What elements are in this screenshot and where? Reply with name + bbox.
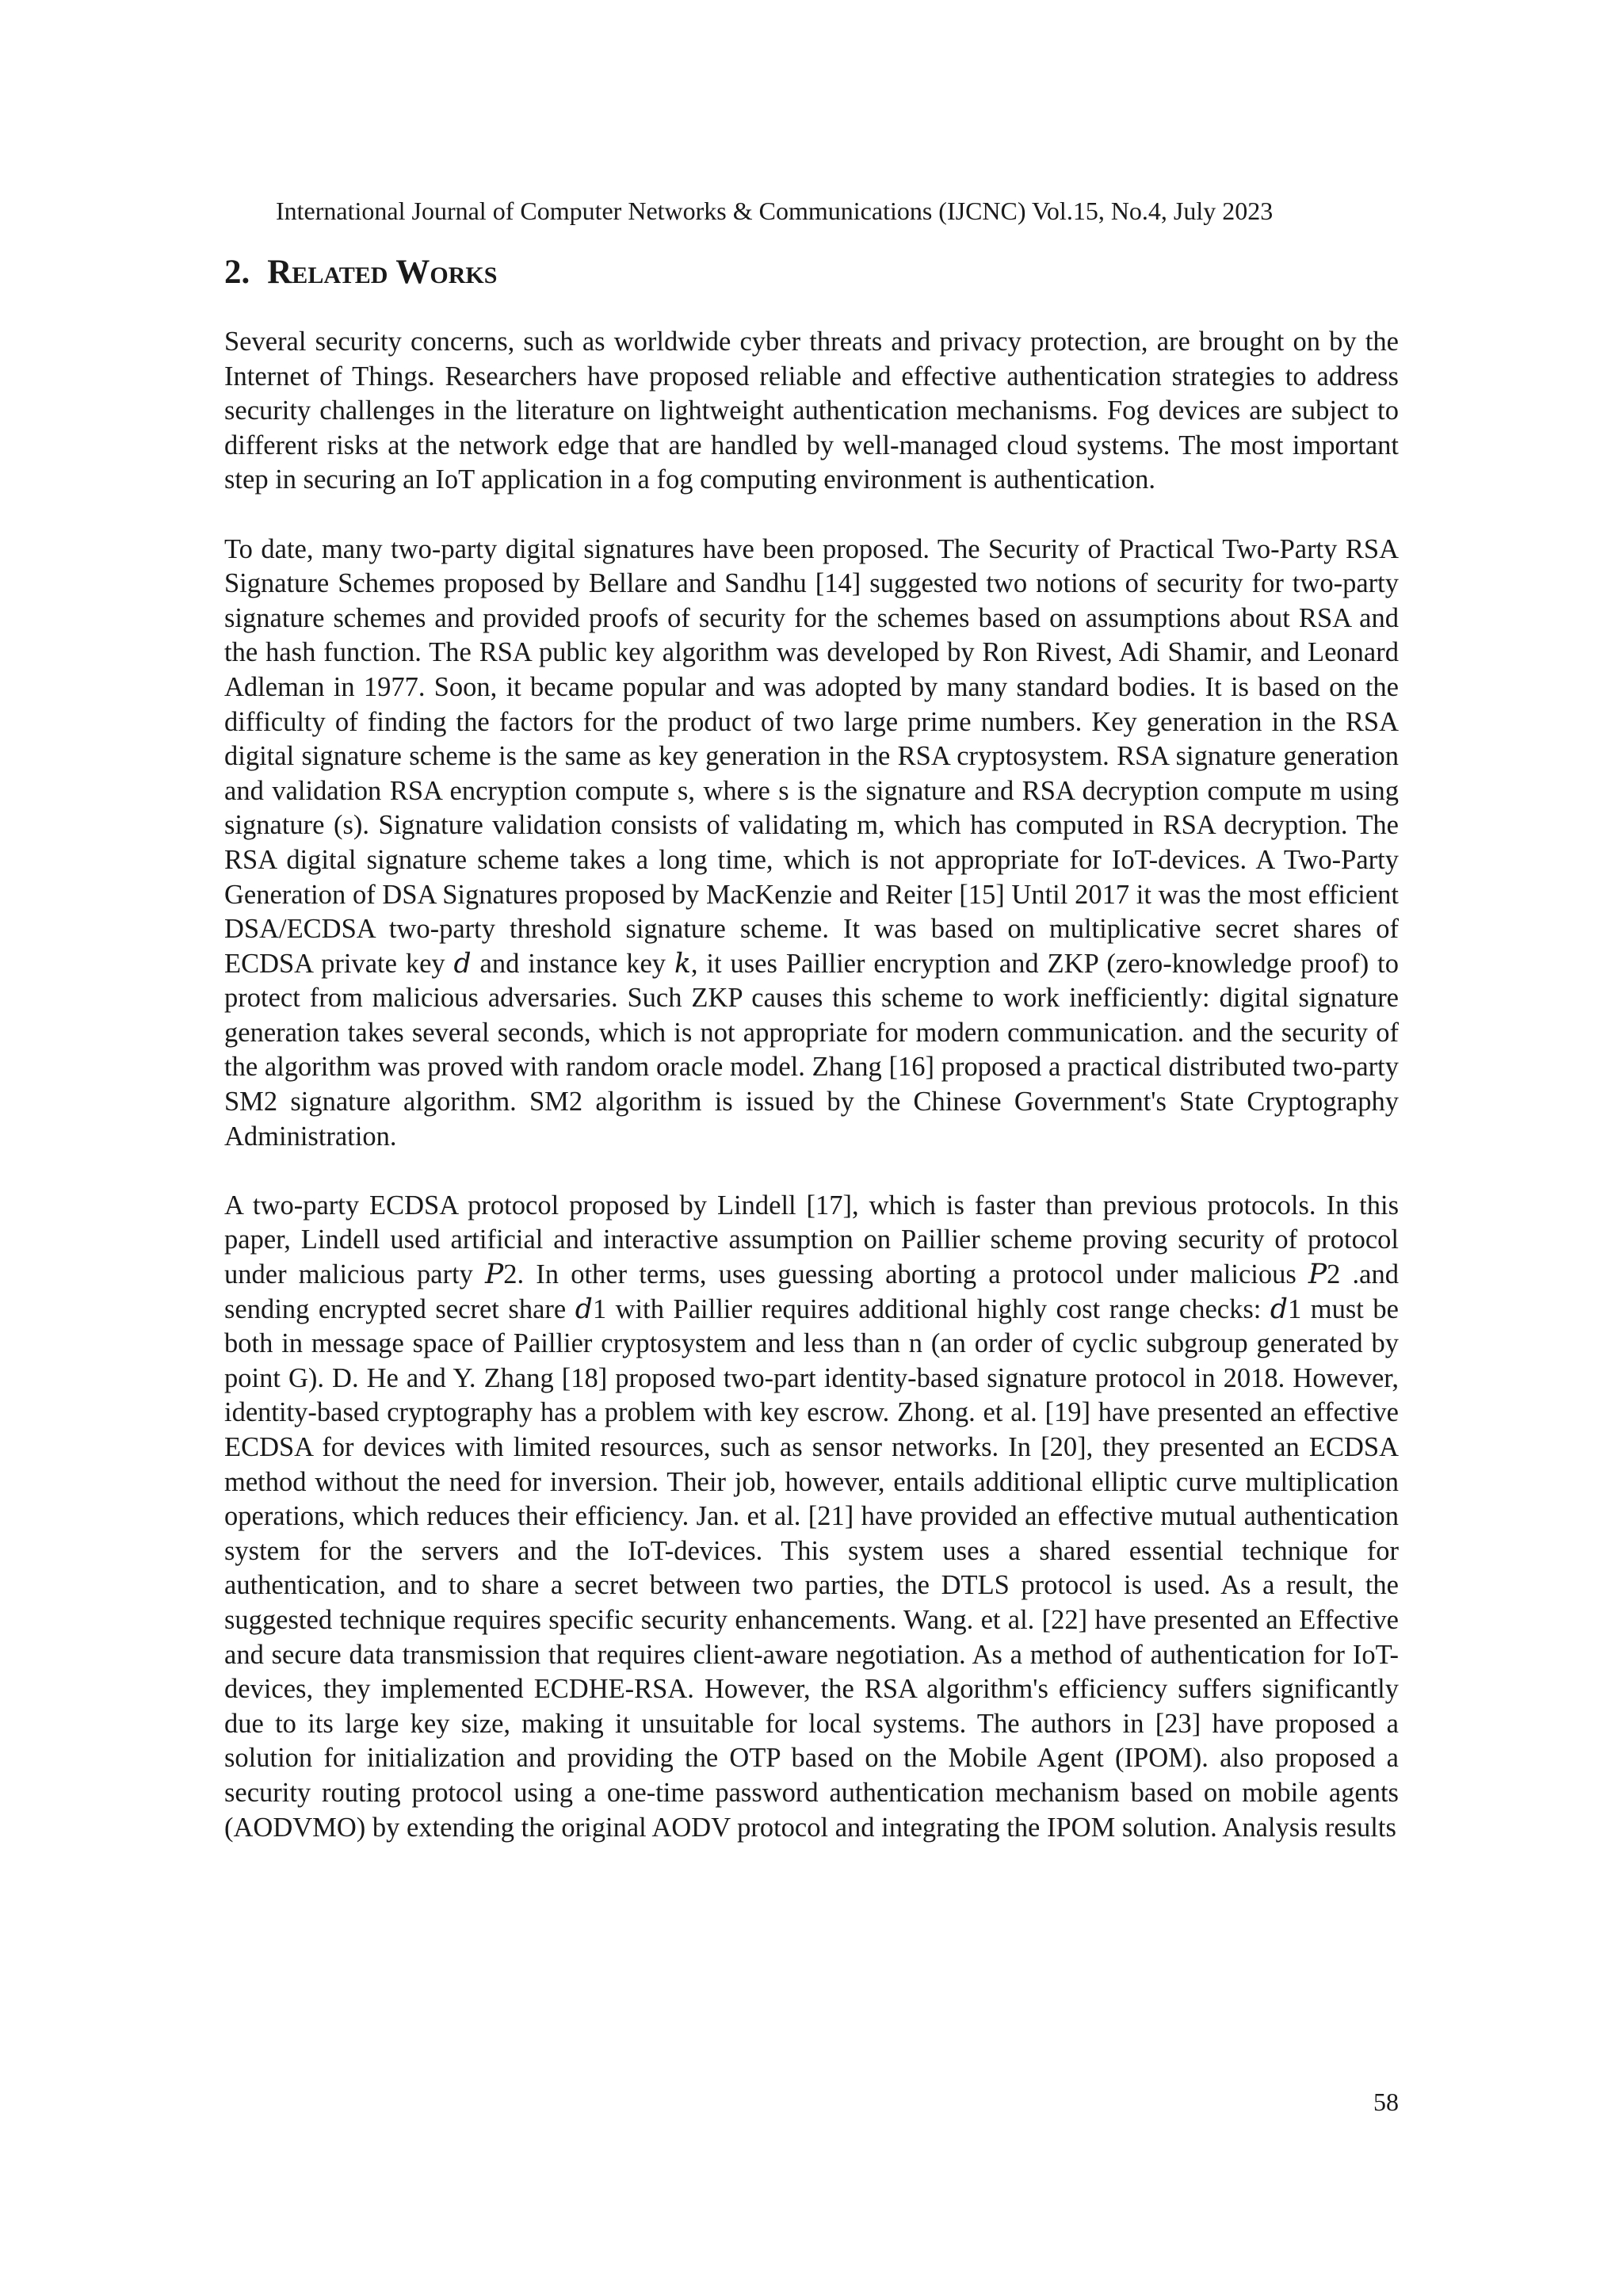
section-number: 2. bbox=[224, 254, 250, 291]
paragraph-ecdsa-protocols: A two-party ECDSA protocol proposed by Lindell [17], which is faster than previous protocols. In this paper, Lindell used artificial and interactive assumption on Paillier scheme proving security of protocol under malicious party 𝑃2. In other terms, uses guessing aborting a protocol under malicious 𝑃2 .and sending encrypted secret share 𝑑1 with Paillier requires additional highly cost range checks: 𝑑1 must be both in message space of Paillier cryptosystem and less than n (an order of cyclic subgroup generated by point G). D. He and Y. Zhang [18] proposed two-part identity-based signature protocol in 2018. However, identity-based cryptography has a problem with key escrow. Zhong. et al. [19] have presented an effective ECDSA for devices with limited resources, such as sensor networks. In [20], they presented an ECDSA method without the need for inversion. Their job, however, entails additional elliptic curve multiplication operations, which reduces their efficiency. Jan. et al. [21] have provided an effective mutual authentication system for the servers and the IoT-devices. This system uses a shared essential technique for authentication, and to share a secret between two parties, the DTLS protocol is used. As a result, the suggested technique requires specific security enhancements. Wang. et al. [22] have presented an Effective and secure data transmission that requires client-aware negotiation. As a method of authentication for IoT-devices, they implemented ECDHE-RSA. However, the RSA algorithm's efficiency suffers significantly due to its large key size, making it unsuitable for local systems. The authors in [23] have proposed a solution for initialization and providing the OTP based on the Mobile Agent (IPOM). also proposed a security routing protocol using a one-time password authentication mechanism based on mobile agents (AODVMO) by extending the original AODV protocol and integrating the IPOM solution. Analysis results bbox=[224, 1190, 1399, 1843]
paragraph-two-party-signatures: To date, many two-party digital signatures have been proposed. The Security of Practical Two-Party RSA Signature Schemes proposed by Bellare and Sandhu [14] suggested two notions of security for two-party signature schemes and provided proofs of security for the schemes based on assumptions about RSA and the hash function. The RSA public key algorithm was developed by Ron Rivest, Adi Shamir, and Leonard Adleman in 1977. Soon, it became popular and was adopted by many standard bodies. It is based on the difficulty of finding the factors for the product of two large prime numbers. Key generation in the RSA digital signature scheme is the same as key generation in the RSA cryptosystem. RSA signature generation and validation RSA encryption compute s, where s is the signature and RSA decryption compute m using signature (s). Signature validation consists of validating m, which has computed in RSA decryption. The RSA digital signature scheme takes a long time, which is not appropriate for IoT-devices. A Two-Party Generation of DSA Signatures proposed by MacKenzie and Reiter [15] Until 2017 it was the most efficient DSA/ECDSA two-party threshold signature scheme. It was based on multiplicative secret shares of ECDSA private key 𝑑 and instance key 𝑘, it uses Paillier encryption and ZKP (zero-knowledge proof) to protect from malicious adversaries. Such ZKP causes this scheme to work inefficiently: digital signature generation takes several seconds, which is not appropriate for modern communication. and the security of the algorithm was proved with random oracle model. Zhang [16] proposed a practical distributed two-party SM2 signature algorithm. SM2 algorithm is issued by the Chinese Government's State Cryptography Administration. bbox=[224, 533, 1399, 1152]
section-title: Related Works bbox=[267, 254, 498, 291]
paragraph-intro: Several security concerns, such as worldwide cyber threats and privacy protection, are brought on by the Internet of Things. Researchers have proposed reliable and effective authentication strategies to address security challenges in the literature on lightweight authentication mechanisms. Fog devices are subject to different risks at the network edge that are handled by well-managed cloud systems. The most important step in securing an IoT application in a fog computing environment is authentication. bbox=[224, 327, 1399, 495]
page-number: 58 bbox=[1373, 2088, 1399, 2116]
running-header: International Journal of Computer Networks & Communications (IJCNC) Vol.15, No.4, July 2023 bbox=[276, 197, 1274, 225]
section-heading bbox=[224, 250, 497, 295]
body-text bbox=[224, 325, 1399, 1845]
